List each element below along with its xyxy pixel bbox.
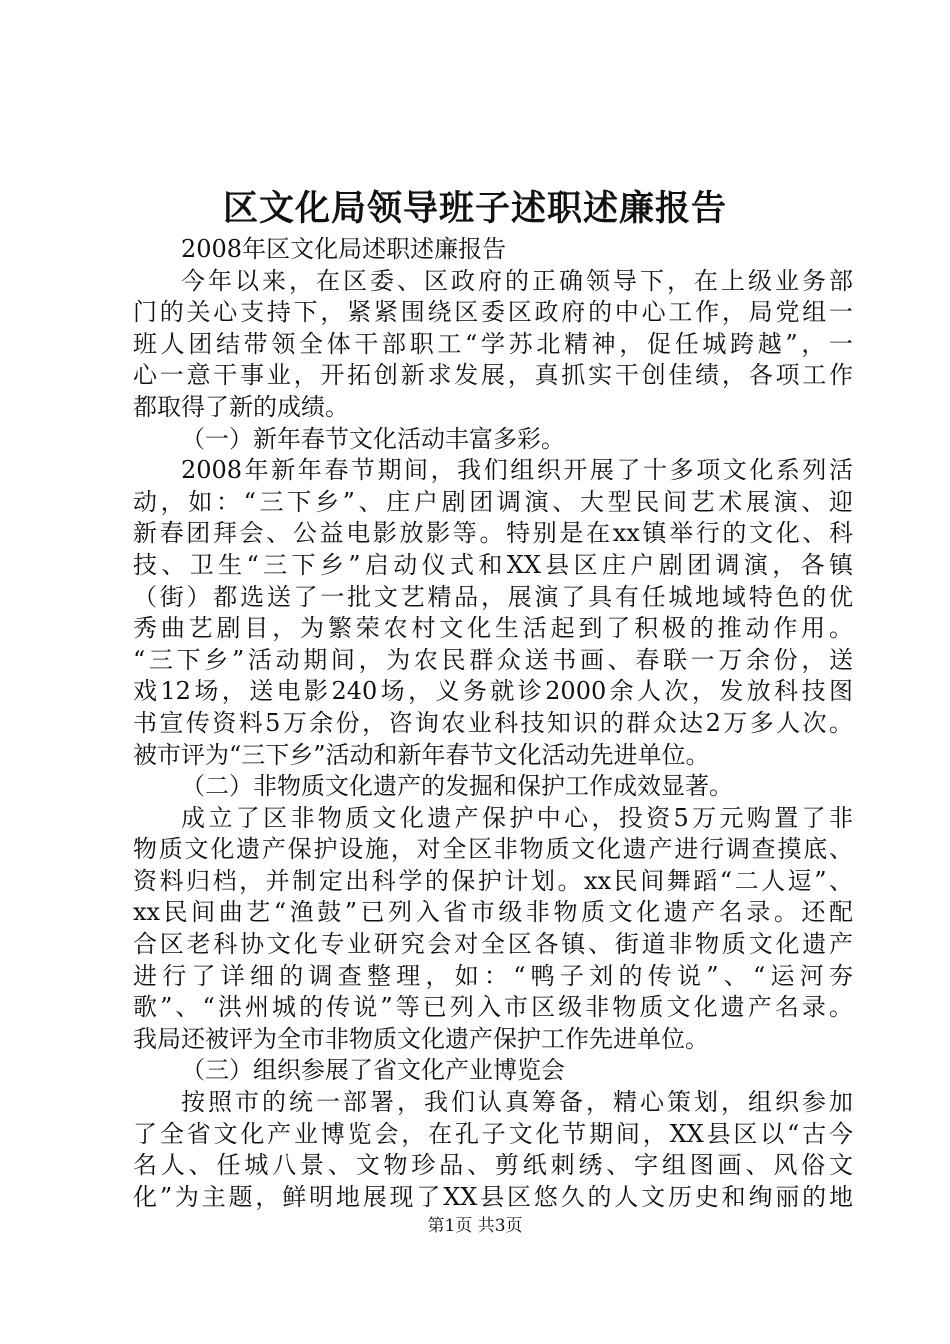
body-line: 动，如：“三下乡”、庄户剧团调演、大型民间艺术展演、迎	[133, 487, 853, 516]
body-line: 进行了详细的调查整理，如：“鸭子刘的传说”、“运河夯	[133, 961, 853, 990]
body-line: 戏12场，送电影240场，义务就诊2000余人次，发放科技图	[133, 677, 853, 706]
page-number-footer: 第1页 共3页	[427, 1216, 523, 1236]
body-line: 按照市的统一部署，我们认真筹备，精心策划，组织参加	[181, 1088, 853, 1117]
body-line: 被市评为“三下乡”活动和新年春节文化活动先进单位。	[133, 740, 710, 769]
body-line: 都取得了新的成绩。	[133, 392, 349, 421]
body-line: 合区老科协文化专业研究会对全区各镇、街道非物质文化遗产	[133, 930, 853, 959]
body-line: 物质文化遗产保护设施，对全区非物质文化遗产进行调查摸底、	[133, 835, 853, 864]
body-line: 2008年区文化局述职述廉报告	[181, 235, 507, 263]
body-line: 秀曲艺剧目，为繁荣农村文化生活起到了积极的推动作用。	[133, 614, 853, 643]
body-line: 门的关心支持下，紧紧围绕区委区政府的中心工作，局党组一	[133, 298, 853, 327]
body-line: 成立了区非物质文化遗产保护中心，投资5万元购置了非	[181, 803, 853, 832]
body-line: 心一意干事业，开拓创新求发展，真抓实干创佳绩，各项工作	[133, 361, 853, 390]
body-line: （二）非物质文化遗产的发掘和保护工作成效显著。	[181, 772, 733, 801]
body-line: xx民间曲艺“渔鼓”已列入省市级非物质文化遗产名录。还配	[133, 898, 853, 927]
body-line: （一）新年春节文化活动丰富多彩。	[181, 424, 565, 453]
body-line: 我局还被评为全市非物质文化遗产保护工作先进单位。	[133, 1024, 709, 1053]
body-line: 今年以来，在区委、区政府的正确领导下，在上级业务部	[181, 266, 853, 295]
document-body	[133, 234, 853, 1213]
body-line: 资料归档，并制定出科学的保护计划。xx民间舞蹈“二人逗”、	[133, 866, 853, 895]
body-line: 了全省文化产业博览会，在孔子文化节期间，XX县区以“古今	[133, 1119, 853, 1148]
body-line: （三）组织参展了省文化产业博览会	[181, 1056, 565, 1085]
body-line: 化”为主题，鲜明地展现了XX县区悠久的人文历史和绚丽的地	[133, 1182, 853, 1211]
body-line: “三下乡”活动期间，为农民群众送书画、春联一万余份，送	[133, 645, 853, 674]
body-line: 歌”、“洪州城的传说”等已列入市区级非物质文化遗产名录。	[133, 993, 853, 1022]
body-line: 新春团拜会、公益电影放影等。特别是在xx镇举行的文化、科	[133, 519, 853, 548]
document-title: 区文化局领导班子述职述廉报告	[222, 188, 727, 229]
body-line: 2008年新年春节期间，我们组织开展了十多项文化系列活	[181, 456, 853, 485]
body-line: 名人、任城八景、文物珍品、剪纸刺绣、字组图画、风俗文	[133, 1151, 853, 1180]
body-line: 技、卫生“三下乡”启动仪式和XX县区庄户剧团调演，各镇	[133, 550, 853, 579]
body-line: （街）都选送了一批文艺精品，展演了具有任城地域特色的优	[133, 582, 853, 611]
body-line: 书宣传资料5万余份，咨询农业科技知识的群众达2万多人次。	[133, 708, 853, 737]
body-line: 班人团结带领全体干部职工“学苏北精神，促任城跨越”，一	[133, 329, 853, 358]
